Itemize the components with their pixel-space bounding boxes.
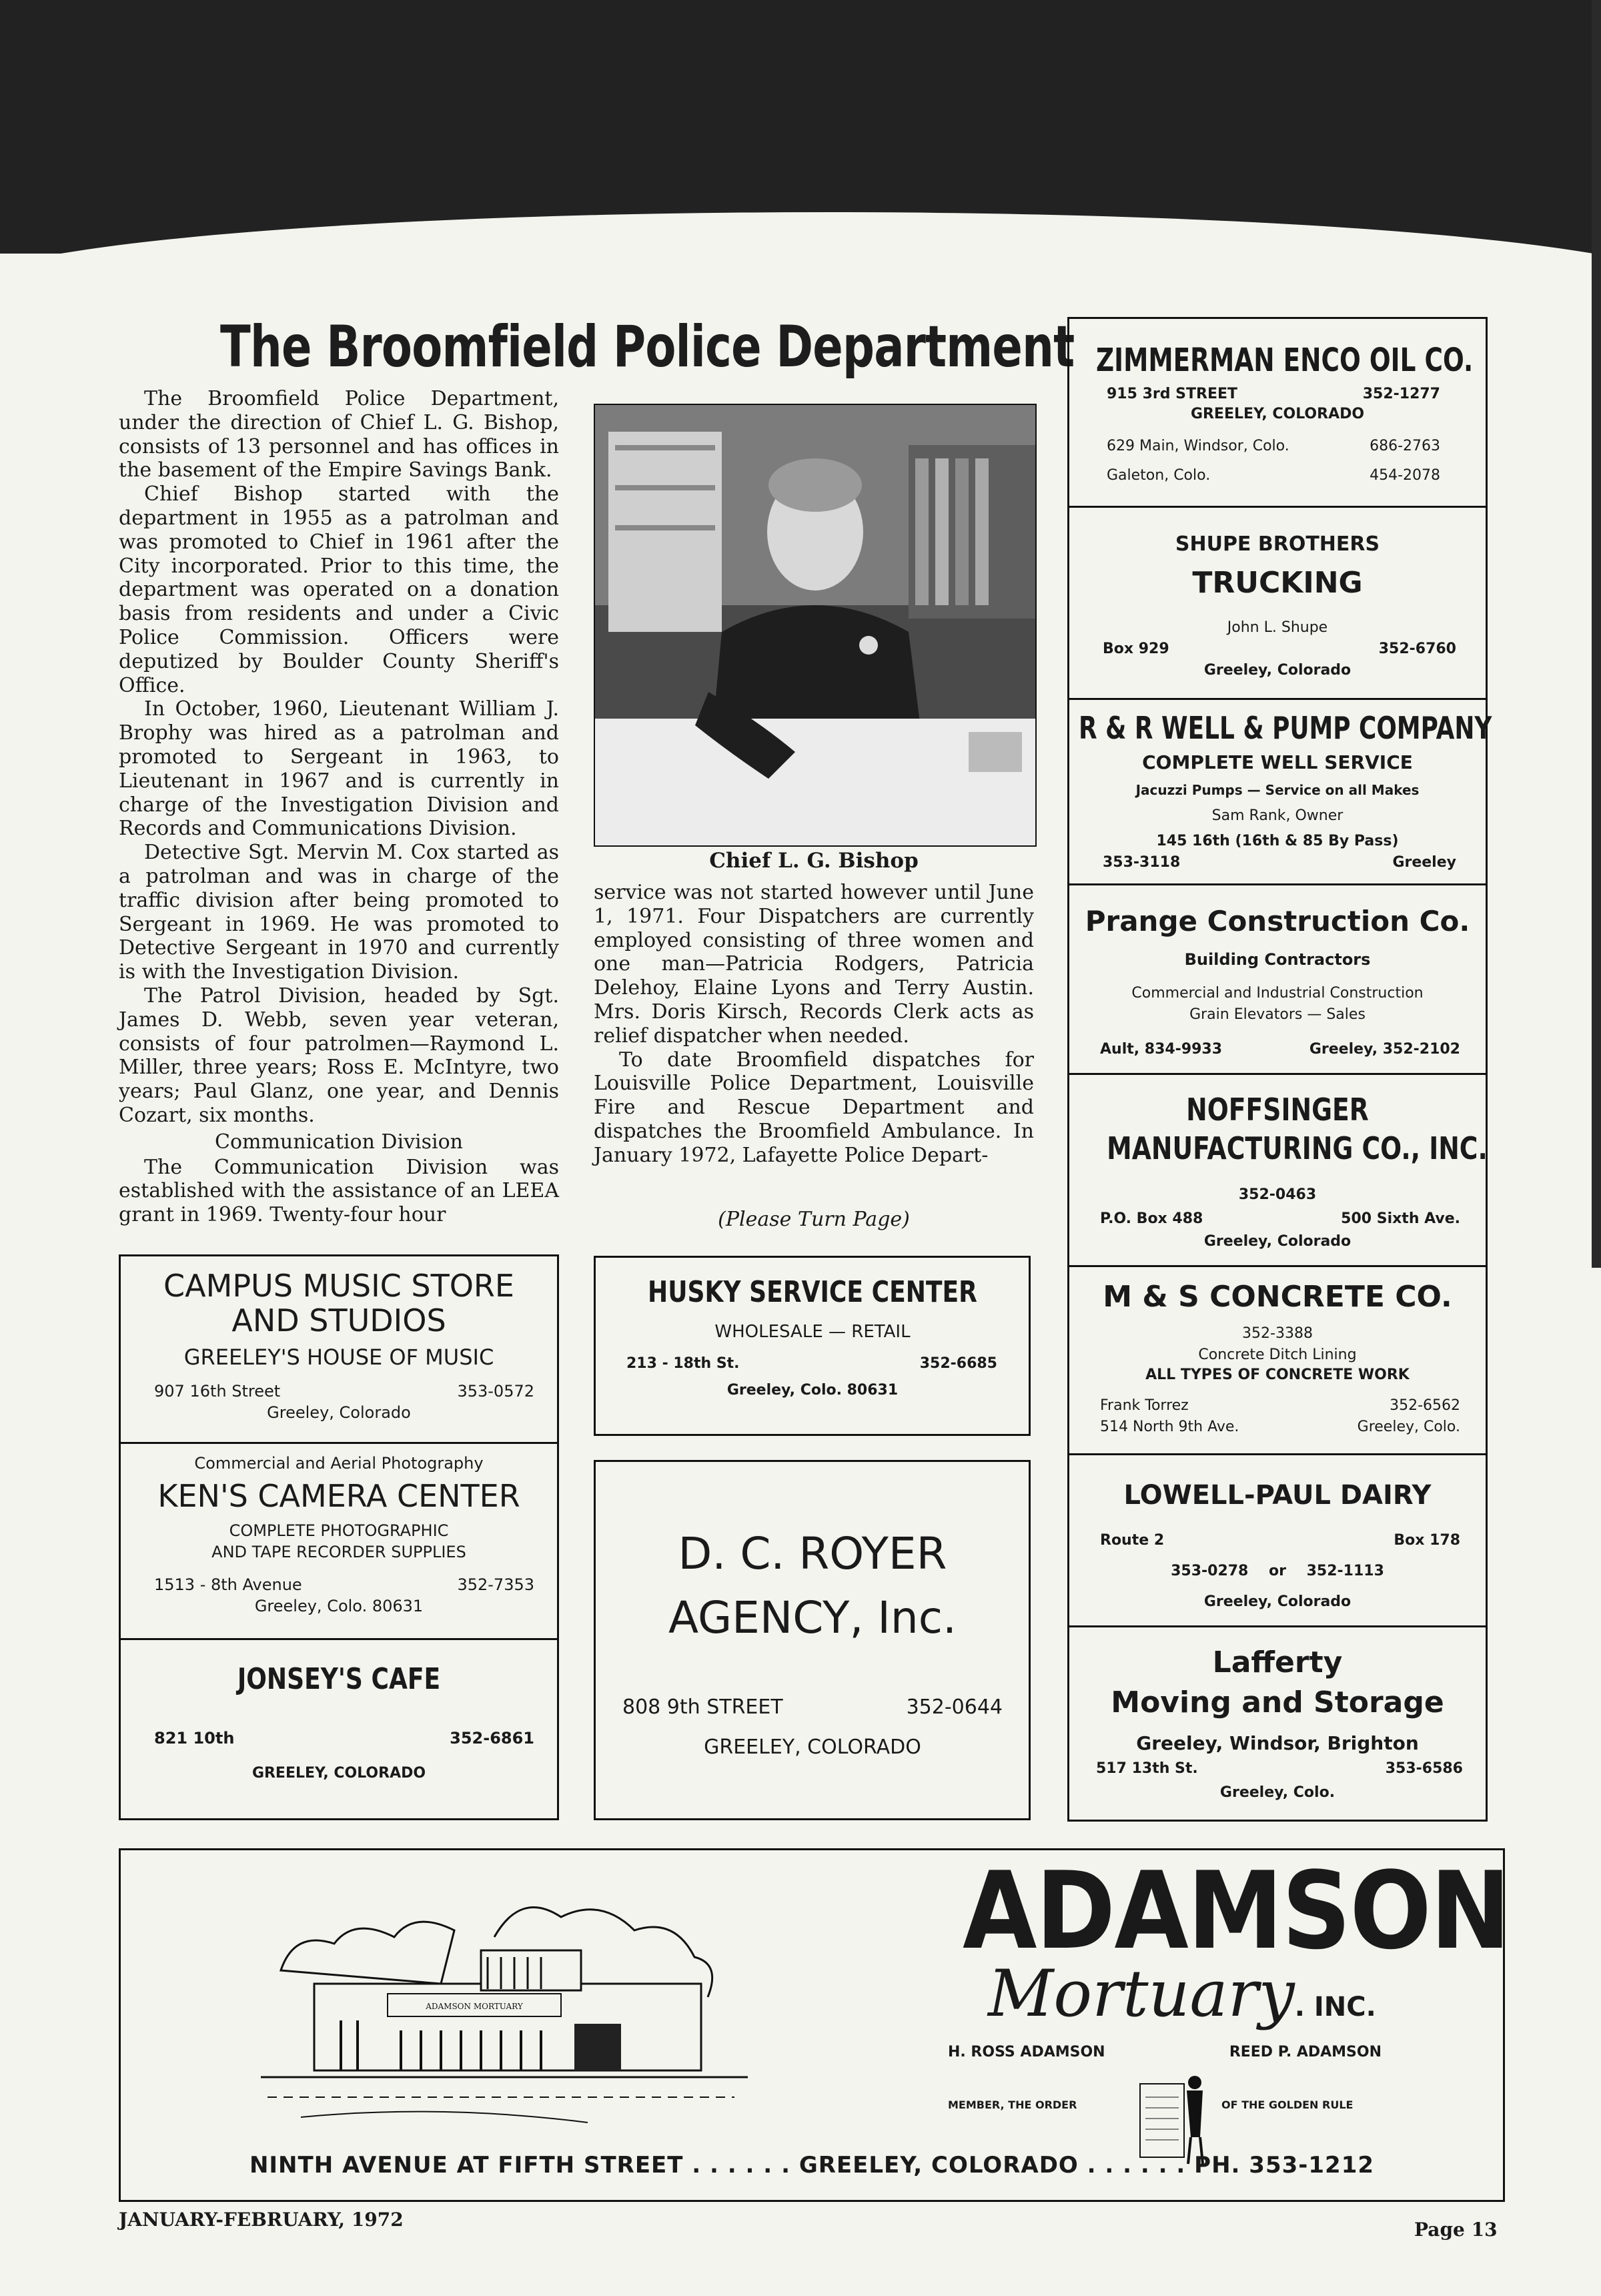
noffsinger-name: NOFFSINGER MANUFACTURING CO., INC. [1107, 1092, 1488, 1166]
rr-well-name: R & R WELL & PUMP COMPANY [1079, 710, 1492, 746]
top-dark-band [0, 0, 1601, 254]
kens-supplies: COMPLETE PHOTOGRAPHIC AND TAPE RECORDER SUPPLIES [211, 1521, 466, 1561]
shupe-trucking: TRUCKING [1192, 566, 1363, 600]
jonsey-address-row: 821 10th 352-6861 [154, 1729, 534, 1748]
svg-text:ADAMSON MORTUARY: ADAMSON MORTUARY [426, 2002, 523, 2011]
kens-city: Greeley, Colo. 80631 [254, 1597, 424, 1615]
jonsey-cafe-name: JONSEY'S CAFE [237, 1662, 441, 1696]
photo-caption: Chief L. G. Bishop [709, 849, 919, 873]
campus-city: Greeley, Colorado [267, 1403, 411, 1422]
paragraph: The Patrol Division, headed by Sgt. James D. Webb, seven year veteran, consists of four patrolmen—Raymond L. Miller, three years; Ross E. McIntyre, two years; Paul Glanz, one year, and Dennis Cozart, six months. [119, 984, 559, 1127]
paragraph: The Communication Division was established with the assistance of an LEEA grant in 1969. Twenty-four hour [119, 1155, 559, 1227]
shupe-name1: SHUPE BROTHERS [1175, 532, 1380, 556]
article-column-1 [119, 387, 559, 1227]
paragraph: The Broomfield Police Department, under the direction of Chief L. G. Bishop, consists of 13 personnel and has offices in the basement of the Empire Savings Bank. [119, 387, 559, 482]
adamson-principals: H. ROSS ADAMSON REED P. ADAMSON [948, 2044, 1382, 2060]
royer-ad: D. C. ROYER AGENCY, Inc. 808 9th STREET 352-0644 GREELEY, COLORADO [594, 1460, 1031, 1820]
paragraph: To date Broomfield dispatches for Louisville Police Department, Louisville Fire and Rescue Department and dispatches the Broomfield Ambulance. In January 1972, Lafayette Police Depart- [594, 1048, 1034, 1167]
left-ads-box [119, 1254, 559, 1820]
husky-ad: HUSKY SERVICE CENTER WHOLESALE — RETAIL 213 - 18th St. 352-6685 Greeley, Colo. 80631 [594, 1256, 1031, 1436]
adamson-address-line: NINTH AVENUE AT FIFTH STREET . . . . . . GREELEY, COLORADO . . . . . . PH. 353-1212 [249, 2152, 1375, 2179]
adamson-logo: ADAMSON [963, 1848, 1510, 1973]
paragraph: service was not started however until June 1, 1971. Four Dispatchers are currently employed consisting of three women and one man—Patricia Rodgers, Patricia Delehoy, Elaine Lyons and Terry Austin. Mrs. Doris Kirsch, Records Clerk acts as relief dispatcher when needed. [594, 881, 1034, 1048]
campus-tagline: GREELEY'S HOUSE OF MUSIC [183, 1345, 494, 1370]
page-number: Page 13 [1414, 2219, 1498, 2241]
mortuary-script: Mortuary. INC. [988, 1956, 1376, 2031]
adamson-mortuary-ad: ADAMSON MORTUARY ADAMSON Mortuary. INC. H. ROSS ADAMSON REED P. ADAMSON MEMBER, THE ORDER OF THE GOLDEN RULE NINTH AVENUE AT FIFTH STREET . . . . . . GREELEY, COLORADO . . . . . . PH. 353-1212 [119, 1848, 1505, 2202]
paragraph: In October, 1960, Lieutenant William J. Brophy was hired as a patrolman and promoted to Sergeant in 1963, to Lieutenant in 1967 and is currently in charge of the Investigation Division and Records and Communications Division. [119, 697, 559, 841]
continued-note: (Please Turn Page) [718, 1208, 910, 1231]
article-title: The Broomfield Police Department [220, 314, 1075, 380]
mortuary-building-illustration [241, 1877, 761, 2131]
kens-address-row: 1513 - 8th Avenue 352-7353 [154, 1575, 534, 1594]
paragraph: Detective Sgt. Mervin M. Cox started as a patrolman and was in charge of the traffic division after being promoted to Sergeant in 1969. He was promoted to Detective Sergeant in 1970 and currently is with the Investigation Division. [119, 841, 559, 984]
lowell-paul-name: LOWELL-PAUL DAIRY [1123, 1480, 1432, 1511]
paragraph: Chief Bishop started with the department in 1955 as a patrolman and was promoted to Chief in 1961 after the City incorporated. Prior to this time, the department was operated on a donation basis from residents and under a Civic Police Commission. Officers were deputized by Boulder County Sheriff's Office. [119, 482, 559, 697]
campus-music-name: CAMPUS MUSIC STORE AND STUDIOS [163, 1268, 514, 1338]
lafferty-name: Lafferty Moving and Storage [1111, 1645, 1444, 1719]
issue-date: JANUARY-FEBRUARY, 1972 [119, 2209, 404, 2231]
campus-address-row: 907 16th Street 353-0572 [154, 1382, 534, 1401]
right-ads-box: ZIMMERMAN ENCO OIL CO. 915 3rd STREET 352-1277 GREELEY, COLORADO 629 Main, Windsor, Colo. 686-2763 Galeton, Colo. 454-2078 SHUPE BROTHERS TRUCKING John L. Shupe Box 929 352-6760 Greeley, Colorado R & R WELL & PUMP COMPANY COMPLETE WELL SERVICE Jacuzzi Pumps — Service on all Makes Sam Rank, Owner 145 16th (16th & 85 By Pass) 353-3118 Greeley Prange Construction Co. Building Contractors Commercial and Industrial Construction Grain Elevators — Sales Ault, 834-9933 Greeley, 352-2102 NOFFSINGER MANUFACTURING CO., INC. 352-0463 P.O. Box 488 500 Sixth Ave. Greeley, Colorado M & S CONCRETE CO. 352-3388 Concrete Ditch Lining ALL TYPES OF CONCRETE WORK Frank Torrez 352-6562 514 North 9th Ave. Greeley, Colo. LOWELL-PAUL DAIRY Route 2 Box 178 353-0278 or 352-1113 Greeley, Colorado Lafferty Moving and Storage Greeley, Windsor, Brighton 517 13th St. 353-6586 Greeley, Colo. [1067, 317, 1488, 1822]
kens-camera-name: KEN'S CAMERA CENTER [157, 1478, 520, 1514]
chief-photo [594, 404, 1037, 847]
right-edge-band [1592, 0, 1601, 1268]
kens-pre: Commercial and Aerial Photography [194, 1454, 484, 1473]
section-subhead: Communication Division [215, 1130, 463, 1154]
article-column-2 [594, 881, 1034, 1168]
jonsey-city: GREELEY, COLORADO [251, 1765, 426, 1782]
zimmerman-name: ZIMMERMAN ENCO OIL CO. [1096, 342, 1474, 379]
prange-name: Prange Construction Co. [1085, 905, 1470, 937]
ms-concrete-name: M & S CONCRETE CO. [1103, 1280, 1452, 1314]
